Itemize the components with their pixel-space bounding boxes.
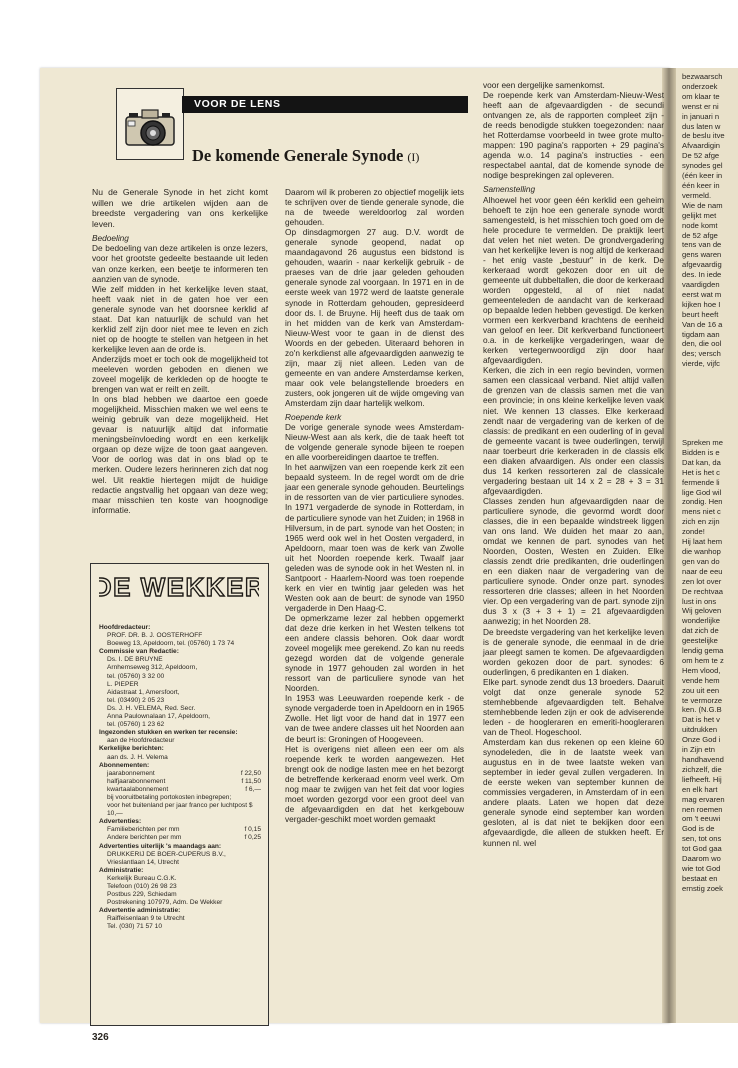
facing-page-line: des; versch — [682, 349, 721, 359]
title-number: (I) — [407, 150, 420, 164]
paragraph: In het aanwijzen van een roepende kerk zit een bepaald systeem. In de regel wordt om de drie jaar een generale synode gehouden. Beurtelings in de ressorten van de vier particuliere synodes. In 1971 vergaderde de synode in Rotterdam, in de particuliere synode van het Zuiden; in 1968 in Hilversum, in de part. synode van het Oosten; in 1965 werd ook wel in het Oosten vergaderd, in Apeldoorn, maar toen was de kerk van Zwolle uit het Noorden roepende kerk. Twaalf jaar geleden was de synode ook in het Westen nl. in Santpoort - Haarlem-Noord was toen roepende kerk en vier en twintig jaar geleden was het Westen ook aan de beurt: de synode van 1950 vergaderde in Den Haag-C. — [285, 462, 464, 613]
colophon-heading: Advertentie administratie: — [99, 907, 181, 915]
facing-page-line: wonderlijke — [682, 616, 720, 626]
facing-page-line: geestelijke — [682, 636, 718, 646]
facing-page-line: Bidden is e — [682, 447, 720, 457]
facing-page-line: wie tot God — [682, 863, 721, 873]
paragraph: Alhoewel het voor geen één kerklid een geheim behoeft te zijn hoe een generale synode wordt samengesteld, is het misschien toch goed om de hele procedure te vermelden. De praktijk leert dat velen het niet weten. De grondvergadering van het kerkelijke leven is nog altijd de kerkeraad - het enig vaste „bestuur" in de kerk. De kerkeraad wordt gekozen door en uit de gemeente uit dubbeltallen, die door de kerkeraad worden opgesteld, al of niet nadat gemeenteleden de aandacht van de kerkeraad op bepaalde leden hebben gevestigd. De kerken vormen een kerkverband krachtens de eenheid van geloof en leer. Dit kerkverband functioneert o.a. in de kerkelijke vergaderingen, waar de kerken vertegenwoordigd zijn door haar afgevaardigden. — [483, 194, 664, 366]
facing-page-line: bezwaarsch — [682, 72, 723, 81]
colophon-line: Ds. I. DE BRUYNE — [107, 656, 163, 664]
colophon-heading: Advertenties: — [99, 818, 142, 826]
colophon-heading: Hoofdredacteur: — [99, 624, 151, 631]
facing-page-line: liefheeft. Hij — [682, 774, 722, 784]
facing-page-line: vaardigden — [682, 280, 720, 290]
colophon-line: Postbus 229, Schiedam — [107, 891, 177, 899]
paragraph: Wie zelf midden in het kerkelijke leven staat, heeft vaak niet in de gaten hoe ver een generale synode van het doorsnee kerklid af staat. Dat kan natuurlijk de schuld van het kerklid zelf zijn door niet mee te leven en zich niet op de hoogte te stellen van hetgeen in het kerkelijke leven aan de orde is. — [92, 283, 268, 354]
colophon-line: PROF. DR. B. J. OOSTERHOFF — [107, 632, 203, 640]
facing-page-line: zen lot over — [682, 576, 722, 586]
colophon-heading: Kerkelijke berichten: — [99, 745, 164, 753]
price-row — [99, 778, 261, 786]
price-row — [99, 826, 261, 834]
facing-page-line: uitdrukken — [682, 725, 718, 735]
camera-icon — [116, 88, 184, 160]
colophon-heading: Ingezonden stukken en werken ter recensie: — [99, 729, 238, 737]
facing-page-line: Spreken me — [682, 438, 723, 447]
paragraph: De vorige generale synode wees Amsterdam-Nieuw-West aan als kerk, die de taak heeft tot de volgende generale synode bijeen te roepen en alle voorbereidingen daartoe te treffen. — [285, 422, 464, 463]
price-row — [99, 770, 261, 778]
facing-page-line: de 52 afge — [682, 230, 718, 240]
facing-page-line: synodes gel — [682, 161, 723, 171]
facing-page-line: Wij geloven — [682, 606, 722, 616]
facing-page-line: één keer in — [682, 180, 720, 190]
price-row — [99, 834, 261, 842]
colophon-box — [90, 563, 269, 1026]
facing-page-line: Dat is het v — [682, 715, 720, 725]
colophon-line: Boeweg 13, Apeldoorn, tel. (05760) 1 73 74 — [107, 640, 235, 648]
facing-page-line: mag ervaren — [682, 794, 725, 804]
colophon-line: bij vooruitbetaling portokosten inbegrepen; — [107, 793, 232, 801]
facing-page-line: afgevaardig — [682, 260, 722, 270]
facing-page-line: om 't eeuwi — [682, 814, 721, 824]
facing-page-line: dus laten w — [682, 121, 721, 131]
price-value: f 0,15 — [244, 826, 261, 834]
column-1 — [92, 187, 268, 515]
facing-page-line: (één keer in — [682, 171, 723, 181]
facing-page-line: Wie de nam — [682, 200, 723, 210]
colophon-line: Aidastraat 1, Amersfoort, — [107, 688, 180, 696]
facing-page-line: vermeld. — [682, 190, 712, 200]
facing-page-line: sen, tot ons — [682, 834, 722, 844]
facing-page-line: die wanhop — [682, 546, 721, 556]
paragraph: Op dinsdagmorgen 27 aug. D.V. wordt de generale synode geopend, nadat op maandagavond 26 augustus een bidstond is gehouden, waarin - naar kerkelijk gebruik - de praeses van de drie jaar geleden gehouden generale synode zal voorgaan. In 1971 en in de eerste week van 1972 werd de laatste generale synode in Rotterdam gehouden, gepresideerd door ds. I. de Bruyne. Hij heeft dus de taak om in het midden van de kerk van Amsterdam-Nieuw-West voor te gaan in de dienst des Woords en der gebeden. Uiteraard behoren in zo'n kerkdienst alle afgevaardigden aanwezig te zijn, maar zij niet alleen. Leden van de gemeente en van andere Amsterdamse kerken, maar ook vele belangstellende broeders en zusters, ook jongeren uit de wijde omgeving van Amsterdam zijn daar hartelijk welkom. — [285, 227, 464, 408]
colophon-line: aan de Hoofdredacteur — [107, 737, 175, 745]
facing-page-line: ken. (N.G.B — [682, 705, 722, 715]
facing-page-line: Hij laat hem — [682, 537, 723, 547]
colophon-line: L. PIEPER — [107, 680, 139, 688]
price-value: f 22,50 — [240, 769, 261, 777]
facing-page-line: tens van de — [682, 240, 722, 250]
page-number: 326 — [92, 1032, 109, 1043]
page-spine — [662, 68, 676, 1023]
facing-page-line: ernstig zoek — [682, 883, 723, 893]
wekker-logo — [99, 569, 259, 603]
colophon-line: Postrekening 107979, Adm. De Wekker — [107, 899, 223, 907]
colophon-line: Ds. J. H. VELEMA, Red. Secr. — [107, 704, 196, 712]
colophon-line: Telefoon (010) 26 98 23 — [107, 883, 177, 890]
facing-page-line: om hem te z — [682, 655, 724, 665]
colophon-line: DRUKKERIJ DE BOER-CUPERUS B.V., — [107, 850, 226, 858]
facing-page-text-bottom — [682, 438, 725, 894]
banner-label: VOOR DE LENS — [194, 98, 281, 110]
price-value: f 0,25 — [244, 834, 261, 842]
facing-page-line: zonde! — [682, 527, 705, 537]
colophon-heading: Advertenties uiterlijk 's maandags aan: — [99, 842, 222, 850]
facing-page-line: Dat kan, da — [682, 457, 721, 467]
facing-page-line: wenst er ni — [682, 101, 719, 111]
colophon-line: aan ds. J. H. Velema — [107, 753, 168, 761]
facing-page-line: in Zijn etn — [682, 745, 715, 755]
paragraph: De opmerkzame lezer zal hebben opgemerkt dat deze drie kerken in het Westen telkens tot een andere classis behoren. Ook daar wordt zoveel mogelijk mee gerekend. Zo kan nu reeds gezegd worden dat de volgende generale synode in 1977 gehouden zal worden in het ressort van de particuliere synode van het Noorden. — [285, 612, 464, 694]
facing-page-line: eerst wat m — [682, 289, 722, 299]
facing-page-line: lendig gema — [682, 646, 724, 656]
heading-bedoeling: Bedoeling — [92, 233, 129, 244]
facing-page-line: Afvaardigin — [682, 141, 720, 151]
facing-page-line: de beslu itve — [682, 131, 725, 141]
colophon-line: Raiffeisenlaan 9 te Utrecht — [107, 915, 185, 923]
heading-roepende-kerk: Roepende kerk — [285, 412, 342, 423]
facing-page-line: tot God gaa — [682, 844, 722, 854]
facing-page-line: De 52 afge — [682, 151, 720, 161]
facing-page-line: Het is het c — [682, 467, 720, 477]
intro-paragraph: Nu de Generale Synode in het zicht komt willen we drie artikelen wijden aan de breedste vergadering van ons kerkelijke leven. — [92, 187, 268, 229]
price-row — [99, 786, 261, 794]
price-label: jaarabonnement — [107, 769, 155, 777]
colophon-heading: Administratie: — [99, 866, 144, 874]
title-text: De komende Generale Synode — [192, 146, 404, 165]
facing-page-line: lust in ons — [682, 596, 717, 606]
facing-page-line: nen roemen — [682, 804, 723, 814]
column-3 — [483, 80, 664, 848]
colophon-line: voor het buitenland per jaar franco per luchtpost $ 10,— — [107, 802, 253, 818]
paragraph: Elke part. synode zendt dus 13 broeders. Daaruit volgt dat onze generale synode 52 stemhebbende afgevaardigden telt. Behalve stemhebbende leden zijn er ook de adviserende leden - de hoogleraren en emeriti-hoogleraren van de Theol. Hogeschool. — [483, 676, 664, 737]
facing-page-line: om klaar te — [682, 91, 720, 101]
price-value: f 6,— — [245, 785, 261, 793]
colophon-line: Kerkelijk Bureau C.G.K. — [107, 874, 177, 882]
colophon-heading: Commissie van Redactie: — [99, 648, 179, 656]
paragraph: Anderzijds moet er toch ook de mogelijkheid tot meeleven worden geboden en dienen we zoveel mogelijk de kerkleden op de hoogte te brengen van wat er reilt en zeilt. — [92, 353, 268, 395]
facing-page-line: De rechtvaa — [682, 586, 723, 596]
paragraph: Classes zenden hun afgevaardigden naar de particuliere synode, die gevormd wordt door classes, die in een bepaalde windstreek liggen van ons land. We duiden het maar zo aan, omdat we kennen de part. synodes van het Noorden, Oosten, Westen en Zuiden. Elke classis zendt drie predikanten, drie ouderlingen en een diaken naar de vergadering van de particuliere synode. Onder onze part. synodes ressorteren drie classes; alleen in het Noorden vier. Op een vergadering van de part. synode zijn dus 3 x (3 + 3 + 1) = 21 afgevaardigden aanwezig; in het Noorden 28. — [483, 495, 664, 627]
facing-page-line: Daarom wo — [682, 854, 721, 864]
heading-samenstelling: Samenstelling — [483, 184, 536, 195]
colophon-line: Anna Paulownalaan 17, Apeldoorn, — [107, 713, 211, 721]
paragraph: In ons blad hebben we daartoe een goede mogelijkheid. Misschien maken we wel eens te weinig gebruik van deze mogelijkheid. Het gevaar is natuurlijk altijd dat informatie meningsbeïnvloeding wordt en een kerkelijk orgaan op deze wijze de toon gaat aangeven. Voor de oorlog was dat in ons blad op te merken. Oudere lezers herinneren zich dat nog wel. Uit reaktie hiertegen mijdt de huidige redactie angstvallig het opgaan van deze weg; maar misschien ten koste van hoognodige informatie. — [92, 394, 268, 515]
colophon-line: Tel. (030) 71 57 10 — [107, 923, 162, 931]
facing-page-line: vierde, vijfc — [682, 359, 720, 369]
facing-page-line: Hem vlood, — [682, 665, 721, 675]
colophon-text — [99, 624, 261, 932]
facing-page-line: beurt heeft — [682, 309, 719, 319]
paragraph: Amsterdam kan dus rekenen op een kleine 60 synodeleden, die in de laatste week van augustus en in de twee laatste weken van september in ieder geval zullen vergaderen. In de eerste weken van september kunnen de commissies vergaderen, in Amsterdam of in een andere plaats. Laten we hopen dat deze generale synode eind september kan worden gesloten, al is dat niet te bekijken door een afgevaardigde, die alleen de stukken heeft. Er kunnen nl. wel — [483, 737, 664, 848]
colophon-heading: Abonnementen: — [99, 761, 150, 769]
facing-page-line: des. In iede — [682, 270, 722, 280]
colophon-line: tel. (05760) 3 32 00 — [107, 672, 165, 680]
facing-page-line: zou uit een — [682, 685, 720, 695]
colophon-line: Arnhemseweg 312, Apeldoorn, — [107, 664, 198, 672]
wekker-logo-art — [99, 569, 259, 603]
facing-page-line: onderzoek — [682, 81, 718, 91]
facing-page-line: Van de 16 a — [682, 319, 723, 329]
price-label: kwartaalabonnement — [107, 785, 169, 793]
facing-page-line: gen van do — [682, 556, 720, 566]
facing-page-line: fermende li — [682, 477, 720, 487]
facing-page-line: lige God wil — [682, 487, 722, 497]
colophon-line: Vrieslantlaan 14, Utrecht — [107, 858, 179, 866]
facing-page-line: bestaat en — [682, 873, 718, 883]
price-label: Familieberichten per mm — [107, 826, 180, 834]
facing-page-line: in januari n — [682, 111, 720, 121]
paragraph: Het is overigens niet alleen een eer om als roepende kerk te worden aangewezen. Het brengt ook de nodige lasten mee en het bezorgt de betreffende kerkeraad enorm veel werk. Om nog maar te zwijgen van het feit dat voor logies moet worden gezorgd voor een groot deel van de afgevaardigden en dat het kerkgebouw vergader-geschikt moet worden gemaakt — [285, 743, 464, 824]
price-label: Andere berichten per mm — [107, 834, 182, 842]
facing-page-line: en elk hart — [682, 784, 718, 794]
facing-page-line: Onze God i — [682, 735, 721, 745]
paragraph: Kerken, die zich in een regio bevinden, vormen samen een classicaal verband. Niet altijd vallen de grenzen van de classis samen met die van een provincie; in ons kleine kerkelijke leven vaak niet. We kennen 13 classes. Elke kerkeraad zendt naar de vergadering van de kerken of de classis: de predikant en een ouderling of in geval de gemeente vacant is twee ouderlingen, terwijl naar toerbeurt drie kerkeraden in de classis elk een diaken afvaardigen. Als onder een classis dus 14 kerken ressorteren zal de classicale vergadering bestaan uit 14 x 2 = 28 + 3 = 31 afgevaardigden. — [483, 365, 664, 496]
colophon-line: tel. (03490) 2 05 23 — [107, 696, 165, 704]
facing-page-line: gens waren — [682, 250, 722, 260]
facing-page-line: kijken hoe I — [682, 299, 721, 309]
facing-page-line: tigdam aan — [682, 329, 720, 339]
facing-page-line: mens niet c — [682, 507, 721, 517]
facing-page-line: den, die ool — [682, 339, 722, 349]
paragraph: De breedste vergadering van het kerkelijke leven is de generale synode, die eenmaal in de drie jaar pleegt samen te komen. De afgevaardigden worden gekozen door de part. synodes: 6 ouderlingen, 6 predikanten en 1 diaken. — [483, 626, 664, 677]
paragraph: De bedoeling van deze artikelen is onze lezers, voor het grootste gedeelte bestaande uit leden van onze kerken, een beetje te informeren ten aanzien van de synode. — [92, 243, 268, 284]
column-2 — [285, 187, 464, 824]
paragraph: In 1953 was Leeuwarden roepende kerk - de synode vergaderde toen in Apeldoorn en in 1965 Zwolle. Het ligt voor de hand dat in 1977 een van de twee andere classes uit het Noorden aan de beurt is: Groningen of Hoogeveen. — [285, 693, 464, 744]
facing-page-line: gelijkt met — [682, 210, 717, 220]
paragraph: Daarom wil ik proberen zo objectief mogelijk iets te schrijven over de tiende generale synode, die na de tweede wereldoorlog zal worden gehouden. — [285, 187, 464, 228]
price-value: f 11,50 — [241, 777, 261, 785]
article-title — [192, 146, 419, 166]
price-label: halfjaarabonnement — [107, 777, 166, 785]
facing-page-line: God is de — [682, 824, 715, 834]
colophon-line: tel. (05760) 1 23 62 — [107, 721, 165, 729]
paragraph: De roepende kerk van Amsterdam-Nieuw-West heeft aan de afgevaardigden - de secundi ontvangen ze, als de rapporten compleet zijn - de reeds benodigde stukken toegezonden: naar het Rotterdamse voorbeeld in twee grote multo-mappen: 190 pagina's rapporten + 29 pagina's agenda w.o. 14 pagina's instructies - een respectabel aantal, dat de komende synode de nodige besprekingen zal opleveren. — [483, 90, 664, 181]
facing-page-line: zondig. Hen — [682, 497, 723, 507]
wekker-logo-text: DE WEKKER — [99, 572, 259, 602]
facing-page-line: te vermorze — [682, 695, 723, 705]
facing-page-line: zich en zijn — [682, 517, 720, 527]
facing-page-line: zichzelf, die — [682, 764, 722, 774]
paragraph: voor een dergelijke samenkomst. — [483, 80, 605, 90]
section-banner — [182, 96, 468, 113]
facing-page-line: handhavend — [682, 755, 724, 764]
facing-page-line: naar de eeu — [682, 566, 723, 576]
facing-page-line: node komt — [682, 220, 718, 230]
facing-page-text-top — [682, 72, 725, 369]
facing-page-line: vende hem — [682, 675, 720, 685]
facing-page-line: dat zich de — [682, 626, 719, 636]
